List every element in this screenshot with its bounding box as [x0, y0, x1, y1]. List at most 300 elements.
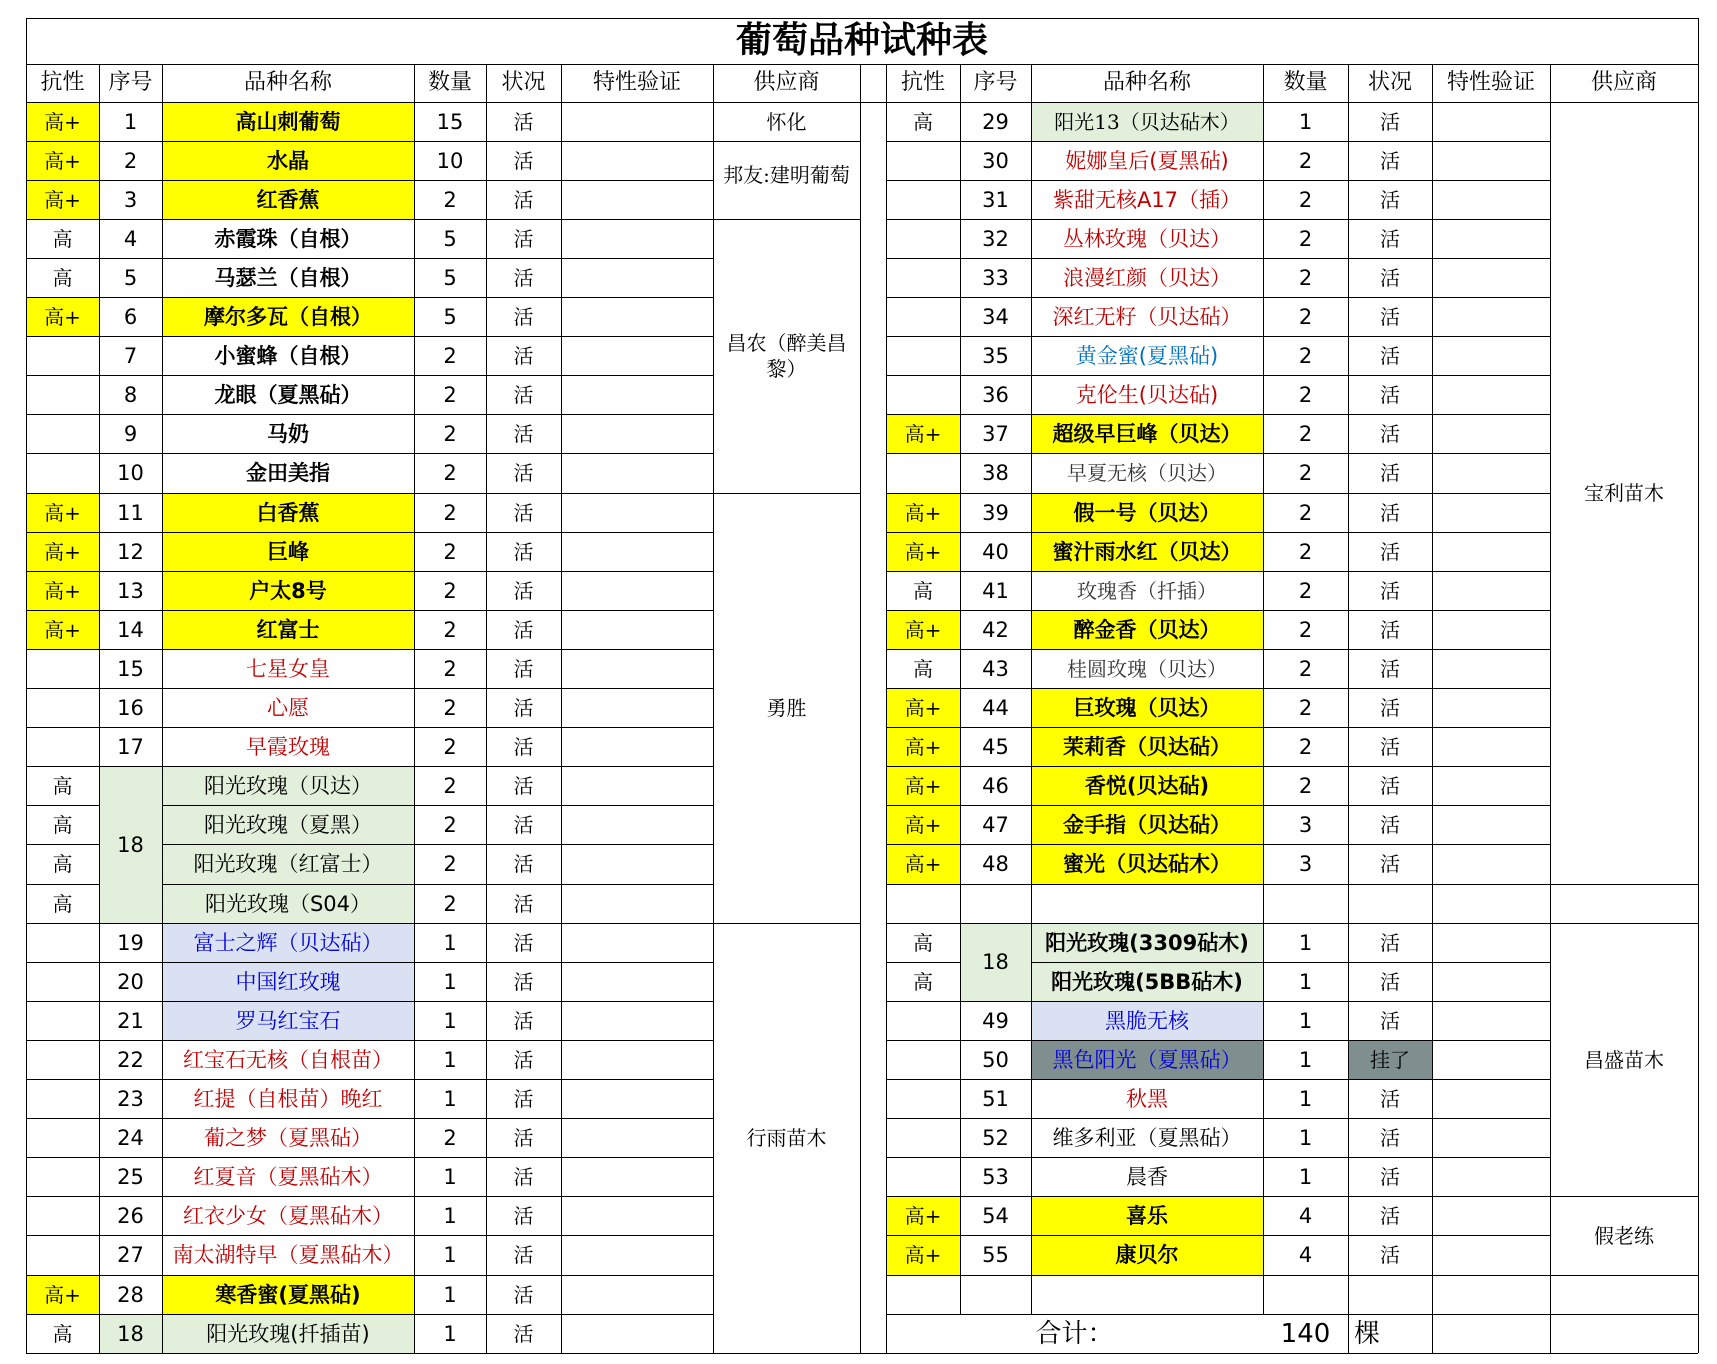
right-no-merged: 18 [960, 923, 1031, 1001]
left-qty: 2 [443, 891, 457, 916]
left-no: 28 [117, 1282, 144, 1307]
left-status: 活 [513, 305, 534, 330]
left-qty: 1 [443, 1321, 457, 1346]
right-variety-name: 超级早巨峰（贝达） [1031, 415, 1263, 454]
left-qty: 2 [443, 578, 457, 603]
left-resistance: 高 [52, 265, 73, 290]
right-status: 活 [1380, 1204, 1400, 1229]
left-variety-name: 南太湖特早（夏黑砧木） [172, 1243, 404, 1268]
left-resistance: 高+ [26, 102, 99, 141]
left-variety-name: 水晶 [162, 141, 414, 180]
variety-trial-table [26, 18, 1698, 1350]
right-no: 35 [982, 344, 1009, 369]
right-resistance: 高+ [886, 767, 960, 806]
right-no: 41 [982, 578, 1009, 603]
right-qty: 2 [1298, 735, 1313, 760]
right-qty: 2 [1298, 187, 1313, 212]
left-status: 活 [513, 500, 534, 525]
right-variety-name: 深红无籽（贝达砧） [1052, 305, 1242, 330]
right-status: 活 [1380, 422, 1400, 447]
left-qty: 2 [443, 813, 457, 838]
left-variety-name: 阳光玫瑰(扦插苗) [162, 1314, 414, 1353]
left-status: 活 [513, 1165, 534, 1190]
right-resistance [886, 1275, 960, 1314]
right-variety-name: 妮娜皇后(夏黑砧) [1065, 148, 1229, 173]
left-status: 活 [513, 187, 534, 212]
right-resistance: 高+ [886, 532, 960, 571]
right-variety-name: 克伦生(贝达砧) [1075, 383, 1219, 408]
right-status [1348, 1275, 1432, 1314]
right-qty: 2 [1298, 383, 1313, 408]
right-qty: 2 [1298, 656, 1313, 681]
right-resistance: 高 [913, 930, 933, 955]
left-supplier: 行雨苗木 [746, 1126, 827, 1151]
left-no: 18 [99, 1314, 162, 1353]
right-resistance: 高+ [886, 1236, 960, 1275]
right-no: 47 [982, 813, 1009, 838]
left-resistance: 高+ [26, 298, 99, 337]
right-status: 活 [1380, 1087, 1400, 1112]
right-resistance [886, 1119, 960, 1158]
right-qty: 3 [1298, 813, 1313, 838]
right-qty: 2 [1298, 422, 1313, 447]
left-resistance [26, 923, 99, 962]
right-no: 55 [982, 1243, 1009, 1268]
right-qty: 2 [1298, 578, 1313, 603]
right-status: 活 [1380, 969, 1400, 994]
right-status: 活 [1380, 383, 1400, 408]
right-status: 活 [1380, 305, 1400, 330]
right-resistance: 高 [913, 578, 933, 603]
left-status: 活 [513, 1321, 534, 1346]
left-variety-name: 龙眼（夏黑砧） [214, 383, 362, 408]
right-qty [1263, 1275, 1348, 1314]
left-no: 5 [123, 265, 138, 290]
left-status: 活 [513, 617, 534, 642]
left-status: 活 [513, 148, 534, 173]
right-no: 36 [982, 383, 1009, 408]
left-qty: 2 [443, 1126, 457, 1151]
left-variety-name: 红香蕉 [162, 180, 414, 219]
right-resistance: 高+ [886, 806, 960, 845]
left-status: 活 [513, 1282, 534, 1307]
right-resistance: 高+ [886, 610, 960, 649]
right-header-trait: 特性验证 [1446, 70, 1535, 95]
left-header-resistance: 抗性 [40, 70, 85, 95]
right-qty: 2 [1298, 148, 1313, 173]
left-status: 活 [513, 539, 534, 564]
left-status: 活 [513, 1126, 534, 1151]
left-variety-name: 摩尔多瓦（自根） [162, 298, 414, 337]
left-variety-name: 金田美指 [246, 461, 330, 486]
left-resistance: 高+ [26, 610, 99, 649]
right-status [1348, 884, 1432, 923]
left-variety-name: 赤霞珠（自根） [214, 226, 362, 251]
right-header-resistance: 抗性 [900, 70, 945, 95]
right-qty: 1 [1298, 1165, 1313, 1190]
right-variety-name: 紫甜无核A17（插） [1052, 187, 1242, 212]
right-qty: 2 [1298, 617, 1313, 642]
right-resistance [886, 1001, 960, 1040]
left-status: 活 [513, 1008, 534, 1033]
left-variety-name: 七星女皇 [246, 656, 330, 681]
left-no: 15 [117, 656, 144, 681]
left-status: 活 [513, 226, 534, 251]
right-variety-name: 阳光13（贝达砧木） [1031, 102, 1263, 141]
right-variety-name [1031, 1275, 1263, 1314]
left-qty: 2 [443, 383, 457, 408]
right-qty: 2 [1298, 344, 1313, 369]
right-qty: 2 [1298, 461, 1313, 486]
right-qty: 2 [1298, 539, 1313, 564]
right-no: 34 [982, 305, 1009, 330]
left-qty: 2 [443, 852, 457, 877]
left-resistance [26, 1080, 99, 1119]
left-resistance [26, 376, 99, 415]
left-no: 3 [123, 187, 138, 212]
right-no: 42 [982, 617, 1009, 642]
right-variety-name: 玫瑰香（扦插） [1077, 578, 1217, 603]
left-variety-name: 巨峰 [162, 532, 414, 571]
right-variety-name: 晨香 [1126, 1165, 1168, 1190]
left-qty: 2 [443, 344, 457, 369]
right-no: 52 [982, 1126, 1009, 1151]
left-no: 9 [123, 422, 138, 447]
left-resistance: 高+ [26, 1275, 99, 1314]
right-resistance [886, 1040, 960, 1079]
left-supplier: 怀化 [766, 109, 807, 134]
left-variety-name: 罗马红宝石 [162, 1001, 414, 1040]
right-no: 45 [982, 735, 1009, 760]
left-status: 活 [513, 265, 534, 290]
right-status: 活 [1380, 344, 1400, 369]
right-no: 51 [982, 1087, 1009, 1112]
right-resistance: 高 [913, 109, 933, 134]
right-qty: 1 [1298, 1008, 1313, 1033]
left-variety-name: 马瑟兰（自根） [214, 265, 362, 290]
left-status: 活 [513, 774, 534, 799]
left-no: 20 [117, 969, 144, 994]
right-qty: 1 [1298, 1087, 1313, 1112]
left-no: 1 [123, 109, 138, 134]
right-resistance: 高+ [886, 415, 960, 454]
left-variety-name: 红宝石无核（自根苗） [183, 1047, 393, 1072]
right-variety-name [1031, 884, 1263, 923]
left-variety-name: 阳光玫瑰（贝达） [162, 767, 414, 806]
left-variety-name: 红提（自根苗）晚红 [193, 1087, 383, 1112]
left-resistance [26, 454, 99, 493]
right-status: 挂了 [1348, 1040, 1432, 1079]
right-resistance [886, 141, 960, 180]
left-no: 17 [117, 735, 144, 760]
right-status: 活 [1380, 265, 1400, 290]
right-variety-name: 阳光玫瑰(3309砧木) [1031, 923, 1263, 962]
right-qty: 2 [1298, 226, 1313, 251]
left-resistance: 高 [52, 813, 73, 838]
left-resistance: 高 [52, 226, 73, 251]
right-supplier: 假老练 [1594, 1223, 1654, 1248]
right-no: 38 [982, 461, 1009, 486]
left-header-trait: 特性验证 [592, 70, 681, 95]
right-variety-name: 阳光玫瑰(5BB砧木) [1031, 962, 1263, 1001]
left-qty: 1 [443, 930, 457, 955]
right-status: 活 [1380, 930, 1400, 955]
right-no: 40 [982, 539, 1009, 564]
left-status: 活 [513, 1243, 534, 1268]
right-variety-name: 康贝尔 [1031, 1236, 1263, 1275]
left-variety-name: 葡之梦（夏黑砧） [204, 1126, 372, 1151]
total-value: 140 [1280, 1318, 1331, 1349]
left-qty: 2 [443, 539, 457, 564]
right-resistance: 高+ [886, 845, 960, 884]
left-resistance: 高 [52, 891, 73, 916]
right-variety-name: 秋黑 [1126, 1087, 1168, 1112]
left-no: 14 [117, 617, 144, 642]
right-resistance [886, 180, 960, 219]
right-supplier: 昌盛苗木 [1584, 1047, 1664, 1072]
left-variety-name: 阳光玫瑰（红富士） [162, 845, 414, 884]
left-qty: 1 [443, 1008, 457, 1033]
left-qty: 2 [443, 422, 457, 447]
right-resistance: 高+ [886, 493, 960, 532]
left-qty: 1 [443, 969, 457, 994]
left-qty: 5 [443, 265, 457, 290]
left-resistance: 高 [52, 852, 73, 877]
left-resistance [26, 689, 99, 728]
left-no: 19 [117, 930, 144, 955]
right-resistance [886, 454, 960, 493]
right-status: 活 [1380, 813, 1400, 838]
left-qty: 2 [443, 617, 457, 642]
left-status: 活 [513, 109, 534, 134]
right-qty: 2 [1298, 305, 1313, 330]
right-variety-name: 黑色阳光（夏黑砧） [1031, 1040, 1263, 1079]
left-resistance: 高+ [26, 493, 99, 532]
right-supplier: 宝利苗木 [1584, 481, 1664, 505]
left-no: 10 [117, 461, 144, 486]
right-qty: 2 [1298, 500, 1313, 525]
left-variety-name: 户太8号 [162, 571, 414, 610]
left-qty: 2 [443, 696, 457, 721]
right-status: 活 [1380, 1008, 1400, 1033]
left-status: 活 [513, 383, 534, 408]
left-status: 活 [513, 578, 534, 603]
right-header-name: 品种名称 [1102, 70, 1191, 95]
left-no-merged: 18 [99, 767, 162, 923]
left-no: 21 [117, 1008, 144, 1033]
right-qty: 3 [1298, 852, 1313, 877]
left-header-no: 序号 [108, 70, 153, 95]
left-variety-name: 红夏音（夏黑砧木） [193, 1165, 383, 1190]
right-no: 39 [982, 500, 1009, 525]
right-status: 活 [1380, 1126, 1400, 1151]
right-qty: 1 [1298, 930, 1313, 955]
left-no: 13 [117, 578, 144, 603]
right-no: 43 [982, 656, 1009, 681]
right-status: 活 [1380, 500, 1400, 525]
left-qty: 1 [443, 1165, 457, 1190]
right-status: 活 [1380, 774, 1400, 799]
left-no: 16 [117, 696, 144, 721]
left-status: 活 [513, 656, 534, 681]
right-status: 活 [1380, 656, 1400, 681]
left-resistance: 高 [52, 1321, 73, 1346]
right-no: 48 [982, 852, 1009, 877]
left-qty: 10 [436, 148, 464, 173]
total-unit: 棵 [1354, 1318, 1381, 1349]
left-resistance [26, 1236, 99, 1275]
right-resistance [886, 298, 960, 337]
right-status: 活 [1380, 1165, 1400, 1190]
right-status: 活 [1380, 578, 1400, 603]
right-status: 活 [1380, 461, 1400, 486]
right-variety-name: 巨玫瑰（贝达） [1031, 689, 1263, 728]
right-qty: 2 [1298, 696, 1313, 721]
right-no: 33 [982, 265, 1009, 290]
left-variety-name: 红富士 [162, 610, 414, 649]
left-resistance: 高+ [26, 141, 99, 180]
left-header-name: 品种名称 [243, 70, 332, 95]
left-supplier: 昌农（醉美昌黎） [726, 331, 847, 382]
right-no: 32 [982, 226, 1009, 251]
right-resistance [886, 258, 960, 297]
right-status: 活 [1380, 852, 1400, 877]
right-no: 54 [982, 1204, 1009, 1229]
right-status: 活 [1380, 1243, 1400, 1268]
left-resistance [26, 728, 99, 767]
right-status: 活 [1380, 735, 1400, 760]
left-qty: 15 [436, 109, 464, 134]
left-resistance: 高+ [26, 180, 99, 219]
left-variety-name: 高山刺葡萄 [162, 102, 414, 141]
right-status: 活 [1380, 109, 1400, 134]
left-qty: 1 [443, 1204, 457, 1229]
right-no: 44 [982, 696, 1009, 721]
left-no: 8 [123, 383, 138, 408]
left-resistance: 高+ [26, 532, 99, 571]
left-qty: 1 [443, 1087, 457, 1112]
left-status: 活 [513, 735, 534, 760]
left-supplier: 勇胜 [766, 696, 807, 721]
right-resistance [886, 1158, 960, 1197]
right-variety-name: 茉莉香（贝达砧） [1031, 728, 1263, 767]
left-qty: 2 [443, 656, 457, 681]
left-status: 活 [513, 461, 534, 486]
right-variety-name: 丛林玫瑰（贝达） [1063, 226, 1231, 251]
left-variety-name: 马奶 [267, 422, 309, 447]
right-variety-name: 喜乐 [1031, 1197, 1263, 1236]
right-no [960, 884, 1031, 923]
right-variety-name: 浪漫红颜（贝达） [1063, 265, 1231, 290]
left-status: 活 [513, 344, 534, 369]
left-variety-name: 中国红玫瑰 [162, 962, 414, 1001]
left-variety-name: 小蜜蜂（自根） [214, 344, 362, 369]
left-variety-name: 早霞玫瑰 [246, 735, 330, 760]
right-status: 活 [1380, 696, 1400, 721]
right-header-status: 状况 [1367, 70, 1412, 95]
left-qty: 5 [443, 305, 457, 330]
left-status: 活 [513, 852, 534, 877]
left-resistance [26, 1001, 99, 1040]
right-variety-name: 维多利亚（夏黑砧） [1052, 1126, 1242, 1151]
left-status: 活 [513, 1087, 534, 1112]
right-no: 46 [982, 774, 1009, 799]
right-resistance [886, 219, 960, 258]
left-resistance [26, 337, 99, 376]
right-qty: 1 [1298, 1126, 1313, 1151]
right-status: 活 [1380, 539, 1400, 564]
right-variety-name: 假一号（贝达） [1031, 493, 1263, 532]
left-resistance [26, 1158, 99, 1197]
left-resistance [26, 1197, 99, 1236]
left-resistance [26, 649, 99, 688]
left-no: 27 [117, 1243, 144, 1268]
left-status: 活 [513, 1204, 534, 1229]
right-no: 53 [982, 1165, 1009, 1190]
right-no: 50 [982, 1047, 1009, 1072]
left-supplier: 邦友:建明葡萄 [723, 163, 850, 188]
right-variety-name: 早夏无核（贝达） [1067, 461, 1227, 486]
right-status: 活 [1380, 226, 1400, 251]
left-variety-name: 富士之辉（贝达砧） [162, 923, 414, 962]
left-resistance: 高 [52, 774, 73, 799]
right-variety-name: 黑脆无核 [1031, 1001, 1263, 1040]
right-qty: 2 [1298, 774, 1313, 799]
left-resistance [26, 1119, 99, 1158]
left-qty: 5 [443, 226, 457, 251]
right-qty: 4 [1298, 1204, 1313, 1229]
right-resistance: 高+ [886, 1197, 960, 1236]
left-qty: 2 [443, 461, 457, 486]
right-resistance: 高 [913, 969, 933, 994]
right-header-no: 序号 [973, 70, 1018, 95]
left-status: 活 [513, 813, 534, 838]
left-no: 7 [123, 344, 138, 369]
left-variety-name: 阳光玫瑰（夏黑） [162, 806, 414, 845]
right-resistance [886, 1080, 960, 1119]
left-status: 活 [513, 891, 534, 916]
left-variety-name: 寒香蜜(夏黑砧) [162, 1275, 414, 1314]
right-header-supplier: 供应商 [1590, 70, 1657, 95]
right-resistance [886, 376, 960, 415]
left-no: 12 [117, 539, 144, 564]
left-header-status: 状况 [501, 70, 546, 95]
right-no: 29 [982, 109, 1009, 134]
right-variety-name: 蜜汁雨水红（贝达） [1031, 532, 1263, 571]
left-status: 活 [513, 1047, 534, 1072]
left-variety-name: 白香蕉 [162, 493, 414, 532]
right-qty: 1 [1298, 1047, 1313, 1072]
left-qty: 1 [443, 1047, 457, 1072]
left-no: 23 [117, 1087, 144, 1112]
right-no: 30 [982, 148, 1009, 173]
left-no: 11 [117, 500, 144, 525]
left-no: 26 [117, 1204, 144, 1229]
left-qty: 1 [443, 1282, 457, 1307]
right-status: 活 [1380, 148, 1400, 173]
right-variety-name: 黄金蜜(夏黑砧) [1075, 344, 1219, 369]
left-status: 活 [513, 696, 534, 721]
left-no: 25 [117, 1165, 144, 1190]
left-no: 2 [123, 148, 138, 173]
right-resistance: 高 [913, 656, 933, 681]
left-qty: 2 [443, 500, 457, 525]
left-status: 活 [513, 422, 534, 447]
left-qty: 2 [443, 187, 457, 212]
left-resistance [26, 962, 99, 1001]
right-variety-name: 桂圆玫瑰（贝达） [1067, 656, 1227, 681]
right-resistance [886, 884, 960, 923]
